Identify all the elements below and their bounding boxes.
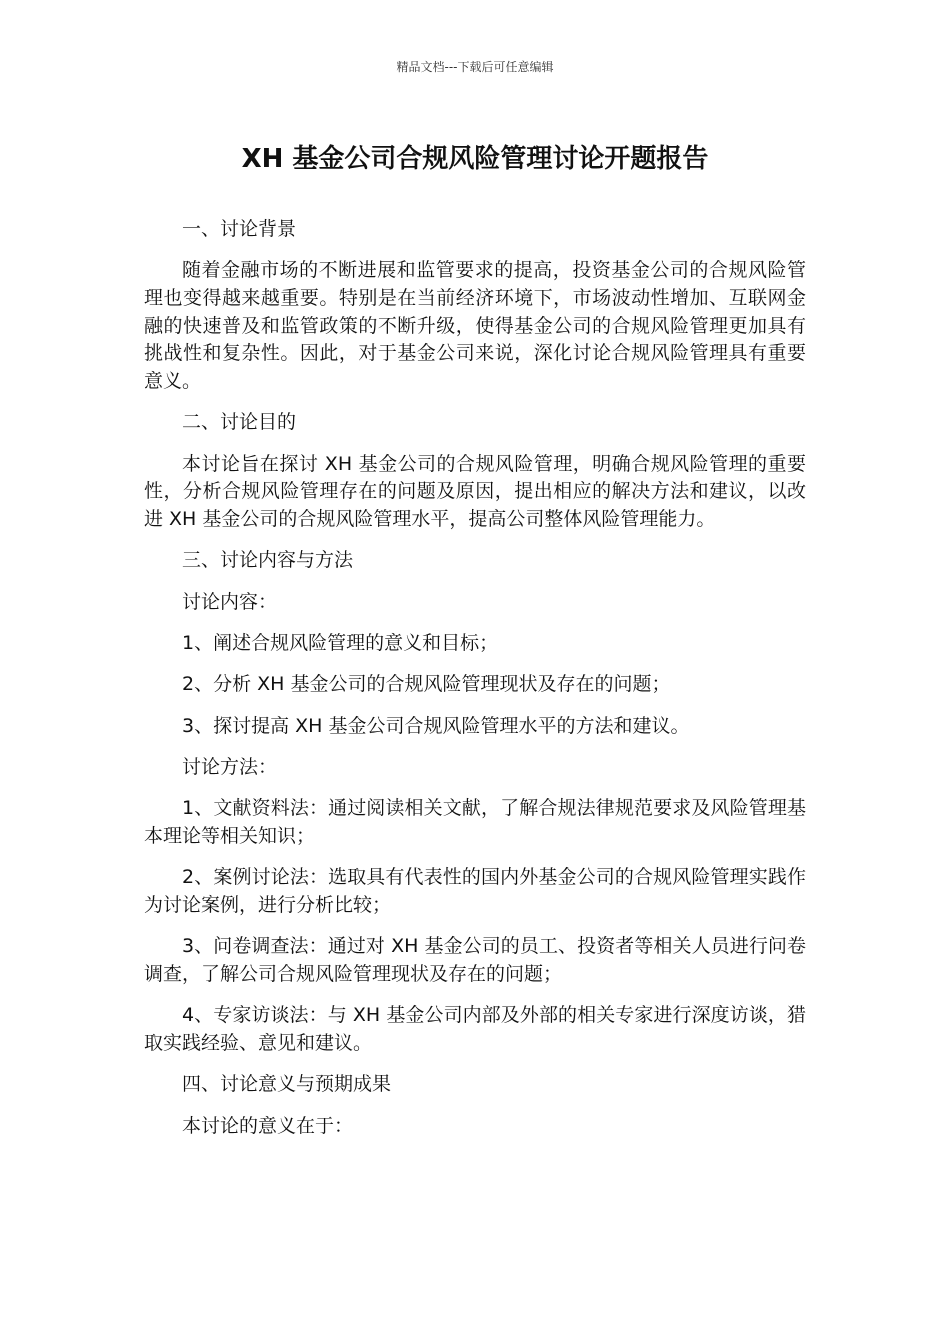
document-body [144, 216, 806, 1154]
section-heading-content-method: 三、讨论内容与方法 [182, 549, 354, 572]
section-heading-background: 一、讨论背景 [182, 218, 297, 240]
method-item-1: 1、文献资料法：通过阅读相关文献，了解合规法律规范要求及风险管理基本理论等相关知识； [144, 797, 806, 848]
section-heading-purpose: 二、讨论目的 [182, 411, 297, 434]
document-title: XH 基金公司合规风险管理讨论开题报告 [241, 144, 709, 174]
content-item-2: 2、分析 XH 基金公司的合规风险管理现状及存在的问题； [182, 673, 671, 696]
page-header-note: 精品文档---下载后可任意编辑 [396, 60, 554, 74]
subheading-content: 讨论内容： [182, 590, 278, 613]
method-item-3: 3、问卷调查法：通过对 XH 基金公司的员工、投资者等相关人员进行问卷调查，了解公司合规风险管理现状及存在的问题； [144, 935, 806, 986]
method-item-2: 2、案例讨论法：选取具有代表性的国内外基金公司的合规风险管理实践作为讨论案例，进行分析比较； [144, 866, 806, 917]
subheading-method: 讨论方法： [182, 756, 278, 779]
section-heading-significance: 四、讨论意义与预期成果 [182, 1073, 392, 1096]
method-item-4: 4、专家访谈法：与 XH 基金公司内部及外部的相关专家进行深度访谈，猎取实践经验、意见和建议。 [144, 1004, 806, 1055]
content-item-3: 3、探讨提高 XH 基金公司合规风险管理水平的方法和建议。 [182, 714, 690, 737]
content-item-1: 1、阐述合规风险管理的意义和目标； [182, 631, 499, 654]
paragraph-significance-intro: 本讨论的意义在于： [182, 1114, 354, 1137]
paragraph-purpose: 本讨论旨在探讨 XH 基金公司的合规风险管理，明确合规风险管理的重要性，分析合规风险管理存在的问题及原因，提出相应的解决方法和建议，以改进 XH 基金公司的合规风险管理水平，提高公司整体风险管理能力。 [144, 452, 806, 530]
paragraph-background: 随着金融市场的不断进展和监管要求的提高，投资基金公司的合规风险管理也变得越来越重要。特别是在当前经济环境下，市场波动性增加、互联网金融的快速普及和监管政策的不断升级，使得基金公司的合规风险管理更加具有挑战性和复杂性。因此，对于基金公司来说，深化讨论合规风险管理具有重要意义。 [144, 259, 806, 392]
